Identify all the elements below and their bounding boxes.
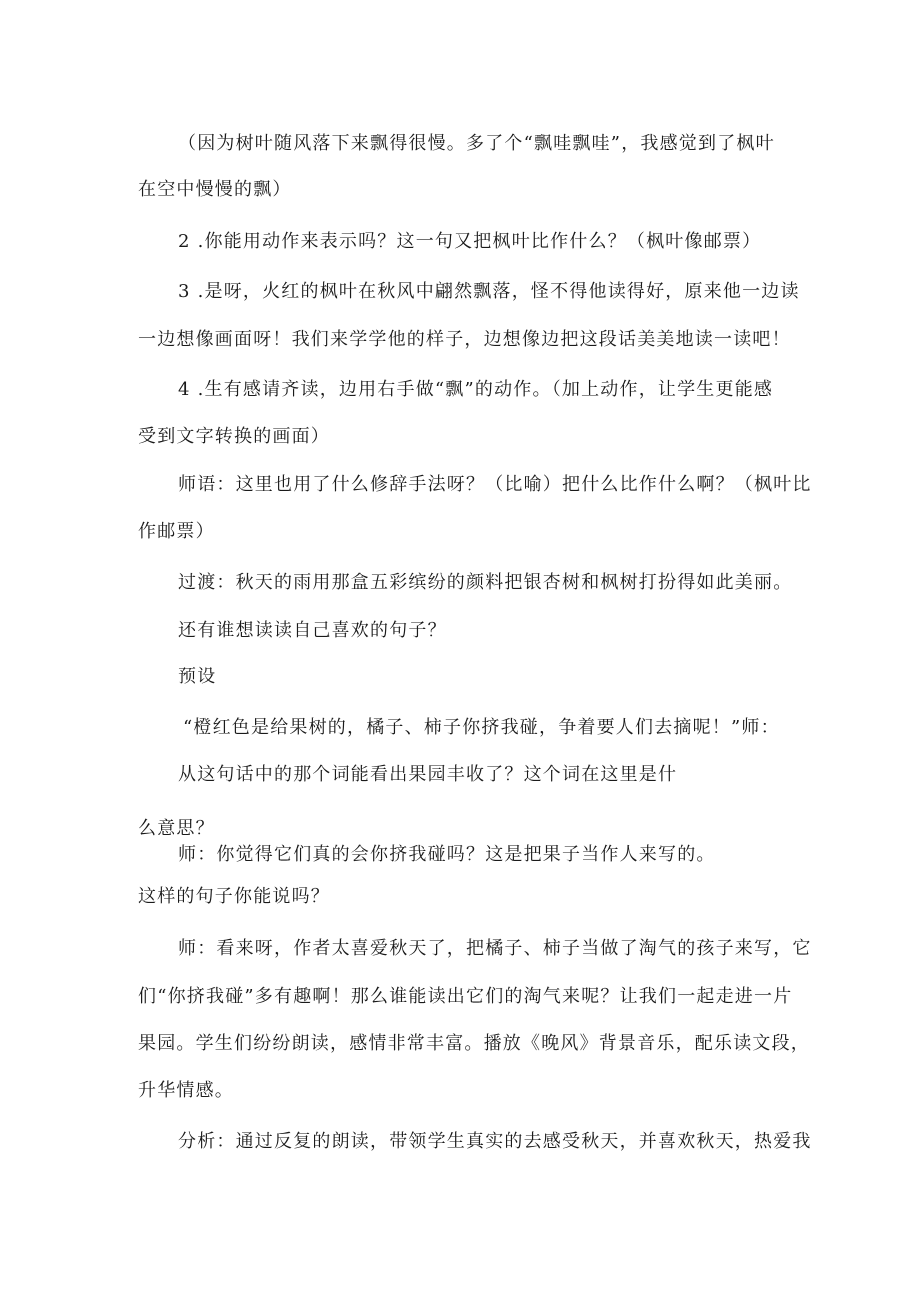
text-line: 师：你觉得它们真的会你挤我碰吗？这是把果子当作人来写的。: [178, 844, 716, 865]
text-line: 师：看来呀，作者太喜爱秋天了，把橘子、柿子当做了淘气的孩子来写，它: [178, 938, 812, 959]
text-line: 4 .生有感请齐读，边用右手做“飘”的动作。（加上动作，让学生更能感: [178, 379, 774, 400]
text-line: 受到文字转换的画面）: [138, 426, 330, 447]
text-line: 么意思？: [138, 818, 215, 839]
text-line: “橙红色是给果树的，橘子、柿子你挤我碰，争着要人们去摘呢！”师：: [183, 717, 780, 738]
text-line: 2 .你能用动作来表示吗？这一句又把枫叶比作什么？（枫叶像邮票）: [178, 231, 762, 252]
text-line: 分析：通过反复的朗读，带领学生真实的去感受秋天，并喜欢秋天，热爱我: [178, 1131, 812, 1152]
text-line: 还有谁想读读自己喜欢的句子？: [178, 620, 447, 641]
text-line: 在空中慢慢的飘）: [138, 179, 292, 200]
text-line: 作邮票）: [138, 521, 215, 542]
text-line: 一边想像画面呀！我们来学学他的样子，边想像边把这段话美美地读一读吧！: [138, 329, 791, 350]
text-line: 果园。学生们纷纷朗读，感情非常丰富。播放《晚风》背景音乐，配乐读文段，: [138, 1033, 810, 1054]
text-line: 过渡：秋天的雨用那盒五彩缤纷的颜料把银杏树和枫树打扮得如此美丽。: [178, 572, 793, 593]
text-line: 们“你挤我碰”多有趣啊！那么谁能读出它们的淘气来呢？让我们一起走进一片: [138, 986, 793, 1007]
text-line: 3 .是呀，火红的枫叶在秋风中翩然飘落，怪不得他读得好，原来他一边读: [178, 281, 800, 302]
text-line: 预设: [178, 666, 217, 687]
text-line: （因为树叶随风落下来飘得很慢。多了个“飘哇飘哇”，我感觉到了枫叶: [178, 133, 775, 154]
text-line: 升华情感。: [138, 1080, 234, 1101]
text-line: 这样的句子你能说吗？: [138, 886, 330, 907]
text-line: 师语：这里也用了什么修辞手法呀？（比喻）把什么比作什么啊？（枫叶比: [178, 474, 812, 495]
text-line: 从这句话中的那个词能看出果园丰收了？这个词在这里是什: [178, 764, 678, 785]
